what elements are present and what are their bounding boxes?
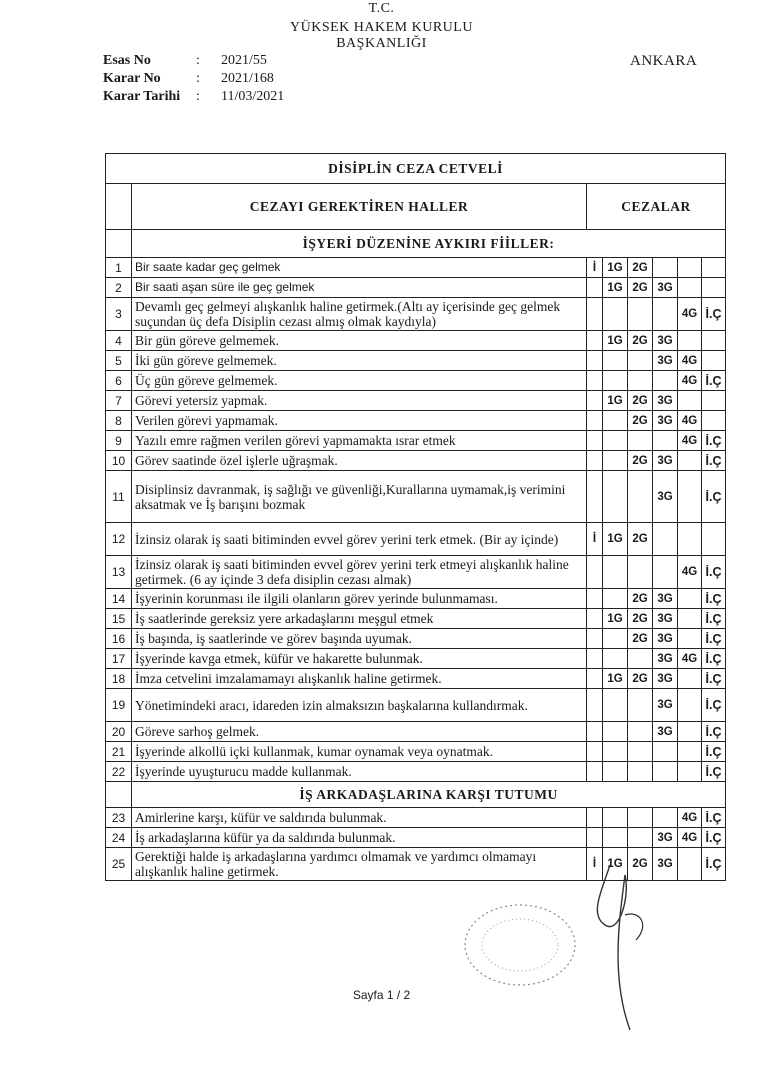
penalty-cell	[628, 689, 653, 722]
row-description: Görevi yetersiz yapmak.	[132, 391, 587, 411]
penalty-cell	[678, 722, 702, 742]
penalty-cell: 2G	[628, 669, 653, 689]
penalty-cell: 4G	[678, 556, 702, 589]
penalty-cell	[587, 411, 603, 431]
penalty-cell: 2G	[628, 848, 653, 881]
penalty-cell	[653, 431, 678, 451]
penalty-cell: İ	[587, 258, 603, 278]
penalty-cell	[603, 451, 628, 471]
penalty-cell: 4G	[678, 828, 702, 848]
penalty-cell: İ.Ç	[702, 808, 726, 828]
header-org: YÜKSEK HAKEM KURULU	[290, 20, 473, 35]
penalty-cell	[628, 298, 653, 331]
penalty-cell	[603, 371, 628, 391]
column-header-cases: CEZAYI GEREKTİREN HALLER	[132, 184, 587, 230]
penalty-cell	[587, 556, 603, 589]
meta-value: 2021/55	[221, 53, 267, 68]
penalty-cell	[587, 331, 603, 351]
penalty-cell	[587, 451, 603, 471]
table-row	[106, 471, 726, 523]
penalty-cell	[628, 471, 653, 523]
penalty-cell	[603, 411, 628, 431]
penalty-cell: İ.Ç	[702, 722, 726, 742]
row-description: Amirlerine karşı, küfür ve saldırıda bulunmak.	[132, 808, 587, 828]
penalty-cell	[587, 669, 603, 689]
table-title: DİSİPLİN CEZA CETVELİ	[106, 154, 726, 184]
penalty-cell	[678, 391, 702, 411]
row-number: 9	[106, 431, 132, 451]
table-row	[106, 351, 726, 371]
penalty-cell: 2G	[628, 609, 653, 629]
penalty-cell: İ.Ç	[702, 298, 726, 331]
penalty-cell	[702, 258, 726, 278]
penalty-cell	[702, 391, 726, 411]
penalty-cell: 2G	[628, 331, 653, 351]
penalty-cell	[587, 371, 603, 391]
penalty-cell	[678, 523, 702, 556]
row-number: 13	[106, 556, 132, 589]
penalty-cell: 4G	[678, 411, 702, 431]
penalty-cell	[628, 649, 653, 669]
row-description: Gerektiği halde iş arkadaşlarına yardımcı olmamak ve yardımcı olmamayı alışkanlık haline getirmek.	[132, 848, 587, 881]
table-row	[106, 609, 726, 629]
penalty-cell	[628, 828, 653, 848]
penalty-cell: 3G	[653, 722, 678, 742]
penalty-cell: 3G	[653, 669, 678, 689]
section-title: İŞ ARKADAŞLARINA KARŞI TUTUMU	[132, 782, 726, 808]
row-number: 22	[106, 762, 132, 782]
header-tc: T.C.	[368, 1, 395, 16]
penalty-cell	[628, 742, 653, 762]
penalty-cell	[628, 762, 653, 782]
penalty-cell	[587, 471, 603, 523]
penalty-cell	[678, 762, 702, 782]
penalty-cell	[702, 523, 726, 556]
table-row	[106, 278, 726, 298]
penalty-cell: 1G	[603, 331, 628, 351]
row-description: İş saatlerinde gereksiz yere arkadaşlarını meşgul etmek	[132, 609, 587, 629]
table-row	[106, 431, 726, 451]
penalty-cell	[603, 808, 628, 828]
penalty-cell	[628, 371, 653, 391]
row-description: Verilen görevi yapmamak.	[132, 411, 587, 431]
penalty-cell: İ.Ç	[702, 556, 726, 589]
row-number: 3	[106, 298, 132, 331]
case-meta: Esas No : 2021/55 Karar No : 2021/168 Karar Tarihi : 11/03/2021	[103, 53, 285, 104]
table-row	[106, 689, 726, 722]
penalty-cell	[603, 298, 628, 331]
row-number: 2	[106, 278, 132, 298]
penalty-cell	[628, 556, 653, 589]
penalty-cell: 3G	[653, 331, 678, 351]
row-number: 19	[106, 689, 132, 722]
penalty-cell	[678, 331, 702, 351]
penalty-cell	[678, 451, 702, 471]
penalty-cell	[678, 669, 702, 689]
penalty-cell	[587, 589, 603, 609]
row-number: 14	[106, 589, 132, 609]
row-description: Disiplinsiz davranmak, iş sağlığı ve güvenliği,Kurallarına uymamak,iş verimini aksatmak ve İş barışını bozmak	[132, 471, 587, 523]
table-row	[106, 523, 726, 556]
table-row	[106, 556, 726, 589]
table-row	[106, 669, 726, 689]
meta-value: 2021/168	[221, 71, 274, 86]
row-number: 18	[106, 669, 132, 689]
row-number: 8	[106, 411, 132, 431]
penalty-cell	[678, 609, 702, 629]
meta-label: Karar No	[103, 71, 161, 86]
penalty-cell: 1G	[603, 609, 628, 629]
column-header-penalties: CEZALAR	[587, 184, 726, 230]
penalty-cell	[587, 689, 603, 722]
row-description: Bir gün göreve gelmemek.	[132, 331, 587, 351]
penalty-cell: 4G	[678, 298, 702, 331]
penalty-cell	[653, 556, 678, 589]
penalty-cell	[678, 278, 702, 298]
penalty-cell	[678, 589, 702, 609]
city: ANKARA	[630, 53, 698, 69]
page-number: Sayfa 1 / 2	[352, 988, 411, 1002]
penalty-cell	[587, 649, 603, 669]
row-number: 21	[106, 742, 132, 762]
header-dept: BAŞKANLIĞI	[336, 36, 427, 51]
penalty-cell	[653, 808, 678, 828]
row-description: Görev saatinde özel işlerle uğraşmak.	[132, 451, 587, 471]
row-description: İş başında, iş saatlerinde ve görev başında uyumak.	[132, 629, 587, 649]
penalty-cell: 3G	[653, 828, 678, 848]
penalty-cell	[702, 411, 726, 431]
penalty-cell: İ	[587, 523, 603, 556]
penalty-cell: 2G	[628, 391, 653, 411]
penalty-cell	[603, 589, 628, 609]
table-row	[106, 298, 726, 331]
penalty-cell: 1G	[603, 669, 628, 689]
penalty-cell	[587, 278, 603, 298]
penalty-cell: 2G	[628, 629, 653, 649]
penalty-cell: 1G	[603, 258, 628, 278]
penalty-cell: 1G	[603, 848, 628, 881]
penalty-cell	[702, 351, 726, 371]
penalty-cell: İ	[587, 848, 603, 881]
table-row	[106, 411, 726, 431]
penalty-cell: 2G	[628, 523, 653, 556]
penalty-cell: 3G	[653, 351, 678, 371]
penalty-cell	[603, 431, 628, 451]
penalty-cell: 1G	[603, 391, 628, 411]
row-number: 4	[106, 331, 132, 351]
row-description: Yönetimindeki aracı, idareden izin almaksızın başkalarına kullandırmak.	[132, 689, 587, 722]
penalty-cell	[587, 431, 603, 451]
penalty-cell: İ.Ç	[702, 762, 726, 782]
penalty-cell	[653, 258, 678, 278]
table-row	[106, 722, 726, 742]
penalty-cell: 1G	[603, 278, 628, 298]
penalty-cell	[587, 742, 603, 762]
penalty-cell: 3G	[653, 451, 678, 471]
row-number: 16	[106, 629, 132, 649]
table-row	[106, 762, 726, 782]
row-number: 1	[106, 258, 132, 278]
row-number: 24	[106, 828, 132, 848]
meta-value: 11/03/2021	[221, 89, 285, 104]
penalty-cell: 3G	[653, 609, 678, 629]
penalty-cell	[653, 371, 678, 391]
penalty-cell: 3G	[653, 278, 678, 298]
penalty-cell: İ.Ç	[702, 589, 726, 609]
row-description: Yazılı emre rağmen verilen görevi yapmamakta ısrar etmek	[132, 431, 587, 451]
penalty-cell: 4G	[678, 649, 702, 669]
penalty-cell: 3G	[653, 411, 678, 431]
penalty-cell	[587, 629, 603, 649]
penalty-cell	[587, 609, 603, 629]
penalty-cell	[603, 762, 628, 782]
penalty-cell: 4G	[678, 371, 702, 391]
penalty-cell: İ.Ç	[702, 742, 726, 762]
penalty-cell: İ.Ç	[702, 451, 726, 471]
row-description: İşyerinde uyuşturucu madde kullanmak.	[132, 762, 587, 782]
row-number: 6	[106, 371, 132, 391]
penalty-cell: 2G	[628, 589, 653, 609]
penalty-cell	[587, 351, 603, 371]
row-description: Devamlı geç gelmeyi alışkanlık haline getirmek.(Altı ay içerisinde geç gelmek suçundan üç defa Disiplin cezası almış olmak kaydıyla)	[132, 298, 587, 331]
penalty-cell	[702, 331, 726, 351]
table-row	[106, 331, 726, 351]
penalty-cell	[653, 298, 678, 331]
penalty-cell: İ.Ç	[702, 471, 726, 523]
penalty-cell	[603, 689, 628, 722]
penalty-cell: 2G	[628, 258, 653, 278]
stamp	[460, 900, 580, 995]
penalty-cell	[603, 629, 628, 649]
penalty-cell: 4G	[678, 431, 702, 451]
penalty-cell: İ.Ç	[702, 848, 726, 881]
row-number: 15	[106, 609, 132, 629]
penalty-cell: İ.Ç	[702, 669, 726, 689]
row-description: Bir saate kadar geç gelmek	[132, 258, 587, 278]
penalty-cell	[603, 556, 628, 589]
row-description: İş arkadaşlarına küfür ya da saldırıda bulunmak.	[132, 828, 587, 848]
penalty-cell: 2G	[628, 451, 653, 471]
penalty-cell	[587, 828, 603, 848]
penalty-cell: 2G	[628, 278, 653, 298]
penalty-cell: 3G	[653, 589, 678, 609]
row-number: 17	[106, 649, 132, 669]
penalty-cell: 2G	[628, 411, 653, 431]
penalty-cell: 4G	[678, 351, 702, 371]
table-row	[106, 629, 726, 649]
penalty-cell	[628, 431, 653, 451]
penalty-cell: 3G	[653, 848, 678, 881]
penalty-cell	[653, 523, 678, 556]
row-description: İzinsiz olarak iş saati bitiminden evvel görev yerini terk etmek. (Bir ay içinde)	[132, 523, 587, 556]
penalty-cell: İ.Ç	[702, 828, 726, 848]
row-description: İşyerinin korunması ile ilgili olanların görev yerinde bulunmaması.	[132, 589, 587, 609]
penalty-cell	[678, 629, 702, 649]
penalty-cell	[653, 742, 678, 762]
penalty-cell: 3G	[653, 649, 678, 669]
penalty-cell	[603, 722, 628, 742]
row-description: Bir saati aşan süre ile geç gelmek	[132, 278, 587, 298]
penalty-cell	[603, 351, 628, 371]
penalty-cell	[628, 351, 653, 371]
penalty-table	[105, 153, 726, 881]
row-number: 25	[106, 848, 132, 881]
penalty-cell	[603, 471, 628, 523]
row-number: 12	[106, 523, 132, 556]
penalty-cell: İ.Ç	[702, 371, 726, 391]
penalty-cell: İ.Ç	[702, 431, 726, 451]
penalty-cell: 3G	[653, 391, 678, 411]
penalty-cell	[603, 742, 628, 762]
table-row	[106, 808, 726, 828]
penalty-cell	[603, 828, 628, 848]
row-description: İki gün göreve gelmemek.	[132, 351, 587, 371]
row-description: İmza cetvelini imzalamamayı alışkanlık haline getirmek.	[132, 669, 587, 689]
row-number: 10	[106, 451, 132, 471]
row-number: 23	[106, 808, 132, 828]
section-title: İŞYERİ DÜZENİNE AYKIRI FİİLLER:	[132, 230, 726, 258]
row-description: Üç gün göreve gelmemek.	[132, 371, 587, 391]
penalty-cell	[628, 808, 653, 828]
row-number: 11	[106, 471, 132, 523]
penalty-cell	[678, 742, 702, 762]
signature	[570, 855, 680, 1040]
table-row	[106, 391, 726, 411]
penalty-cell	[653, 762, 678, 782]
row-number: 20	[106, 722, 132, 742]
table-row	[106, 742, 726, 762]
table-row	[106, 589, 726, 609]
table-row	[106, 258, 726, 278]
penalty-cell	[678, 471, 702, 523]
penalty-cell	[678, 848, 702, 881]
penalty-cell: İ.Ç	[702, 649, 726, 669]
row-description: İşyerinde alkollü içki kullanmak, kumar oynamak veya oynatmak.	[132, 742, 587, 762]
table-row	[106, 371, 726, 391]
row-number: 5	[106, 351, 132, 371]
penalty-cell	[587, 391, 603, 411]
table-row	[106, 828, 726, 848]
row-description: Göreve sarhoş gelmek.	[132, 722, 587, 742]
penalty-cell: İ.Ç	[702, 609, 726, 629]
penalty-cell: İ.Ç	[702, 689, 726, 722]
row-number: 7	[106, 391, 132, 411]
table-row	[106, 649, 726, 669]
penalty-cell	[678, 689, 702, 722]
penalty-cell	[628, 722, 653, 742]
penalty-cell	[587, 808, 603, 828]
row-description: İzinsiz olarak iş saati bitiminden evvel görev yerini terk etmeyi alışkanlık haline getirmek. (6 ay içinde 3 defa disiplin cezası almak)	[132, 556, 587, 589]
penalty-cell: 3G	[653, 629, 678, 649]
table-row	[106, 451, 726, 471]
meta-label: Esas No	[103, 53, 151, 68]
penalty-cell	[702, 278, 726, 298]
penalty-cell: 4G	[678, 808, 702, 828]
penalty-cell	[587, 722, 603, 742]
penalty-cell: 1G	[603, 523, 628, 556]
penalty-cell	[587, 762, 603, 782]
meta-label: Karar Tarihi	[103, 89, 181, 104]
penalty-cell	[587, 298, 603, 331]
row-description: İşyerinde kavga etmek, küfür ve hakarette bulunmak.	[132, 649, 587, 669]
penalty-cell: 3G	[653, 471, 678, 523]
penalty-cell	[603, 649, 628, 669]
penalty-cell: İ.Ç	[702, 629, 726, 649]
penalty-cell: 3G	[653, 689, 678, 722]
penalty-cell	[678, 258, 702, 278]
